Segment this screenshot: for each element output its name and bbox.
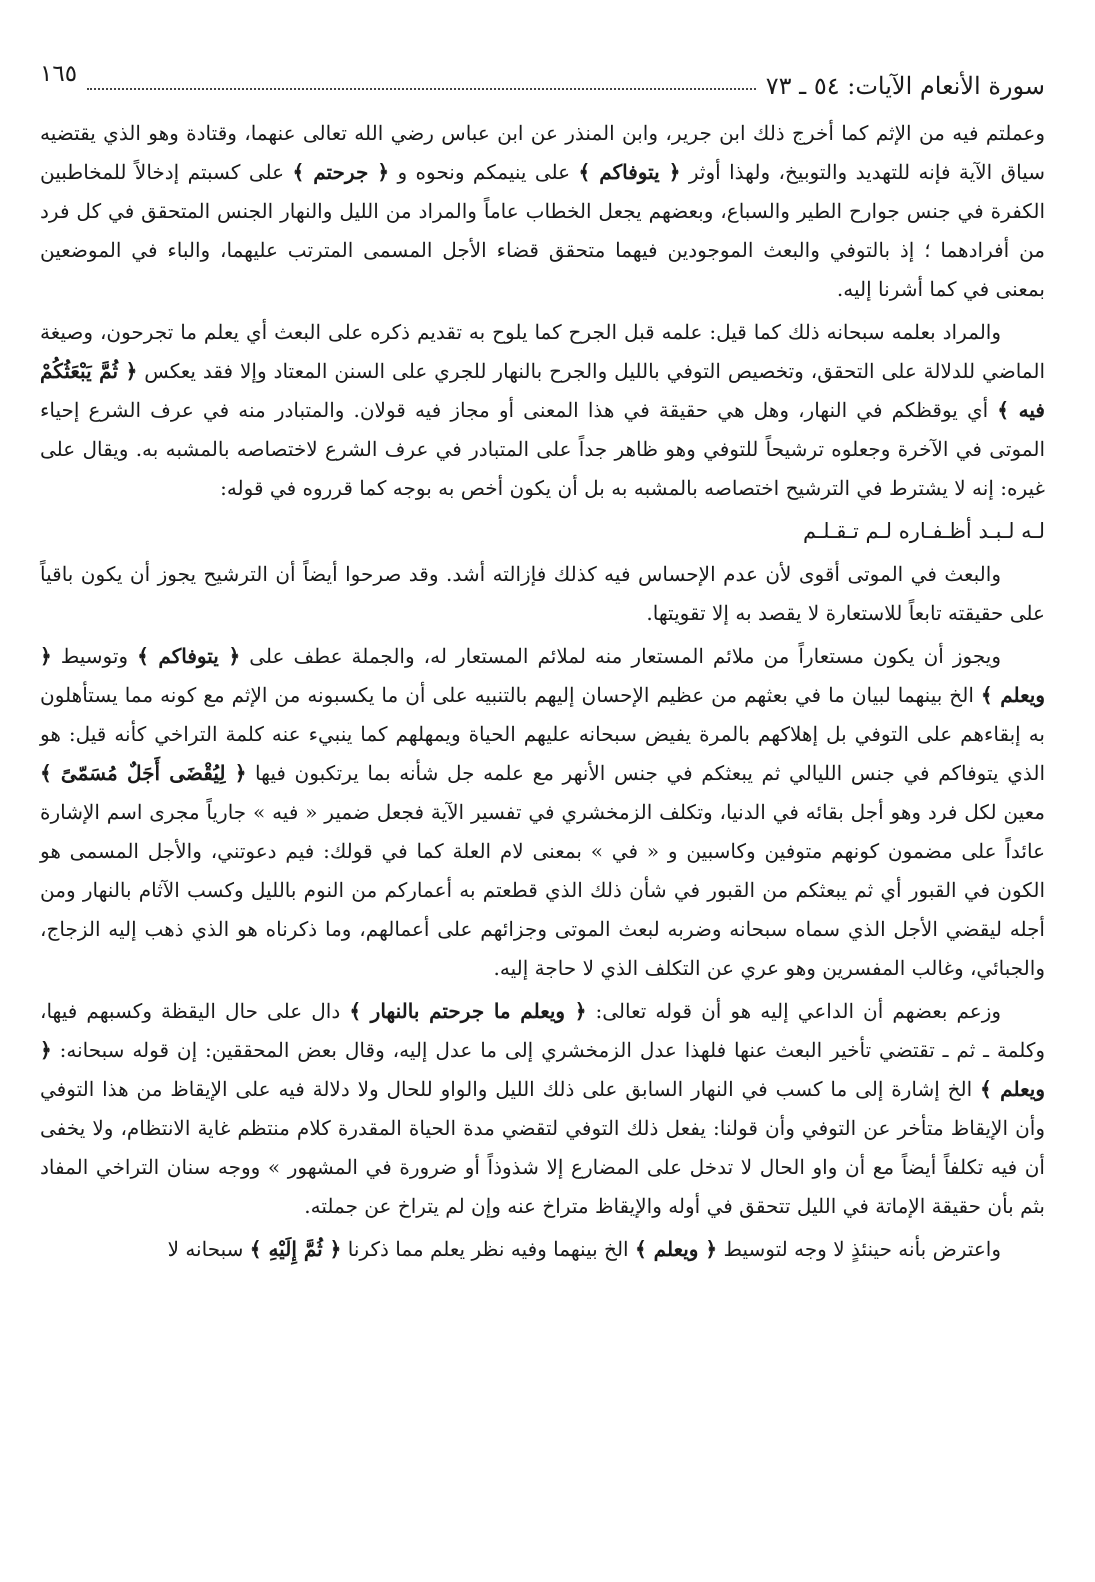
text-run: وزعم بعضهم أن الداعي إليه هو أن قوله تعالى: (586, 999, 1002, 1023)
text-run: سبحانه لا (167, 1237, 250, 1261)
text-run: واعترض بأنه حينئذٍ لا وجه لتوسيط (717, 1237, 1001, 1261)
paragraph (40, 114, 1045, 309)
book-page (40, 56, 1045, 1273)
text-run: دال على حال اليقظة وكسبهم فيها، وكلمة ـ ثم ـ تقتضي تأخير البعث عنها فلهذا عدل الزمخشري إلى ما عدل إليه، وقال بعض المحققين: إن قوله سبحانه: (40, 999, 1045, 1062)
paragraph (40, 313, 1045, 508)
quran-quote: ﴿ ويعلم ﴾ (40, 1038, 1045, 1101)
page-body-text (40, 114, 1045, 1269)
text-run: على كسبتم إدخالاً للمخاطبين الكفرة في جنس جوارح الطير والسباع، وبعضهم يجعل الخطاب عاماً والمراد من الليل والنهار الجنس المتحقق في كل فرد من أفرادهما ؛ إذ بالتوفي والبعث الموجودين فيهما متحقق قضاء الأجل المسمى المترتب عليهما، والباء في الموضعين بمعنى في كما أشرنا إليه. (40, 160, 1046, 301)
text-run: الخ بينهما وفيه نظر يعلم مما ذكرنا (341, 1237, 635, 1261)
poetry-verse (40, 512, 1045, 551)
quran-quote: ﴿ لِيُقْضَى أَجَلٌ مُسَمّىً ﴾ (40, 761, 247, 785)
text-run: معين لكل فرد وهو أجل بقائه في الدنيا، وتكلف الزمخشري في تفسير الآية فجعل ضمير « فيه » جارياً مجرى اسم الإشارة عائداً على مضمون كونهم متوفين وكاسبين و « في » بمعنى لام العلة كما في قولك: فيم دعوتني، والأجل المسمى هو الكون في القبور أي ثم يبعثكم من القبور في شأن ذلك الذي قطعتم به أعماركم من النوم بالليل وكسب الآثام بالنهار ومن أجله ليقضي الأجل الذي سماه سبحانه وضربه لبعث الموتى وجزائهم على أعمالهم، وما ذكرناه هو الذي ذهب إليه الزجاج، والجبائي، وغالب المفسرين وهو عري عن التكلف الذي لا حاجة إليه. (40, 800, 1045, 980)
running-header (40, 56, 1045, 100)
dotted-leader (87, 87, 756, 90)
text-run: الخ بينهما لبيان ما في بعثهم من عظيم الإحسان إليهم بالتنبيه على أن ما يكسبونه من الإثم مع كونه مما يستأهلون به إبقاءهم على التوفي بل إهلاكهم بالمرة يفيض سبحانه عليهم الحياة ويمهلهم كما ينبيء عنه كلمة التراخي كأنه قيل: هو الذي يتوفاكم في جنس الليالي ثم يبعثكم في جنس الأنهر مع علمه جل شأنه بما يرتكبون فيها (40, 683, 1045, 785)
text-run: أي يوقظكم في النهار، وهل هي حقيقة في هذا المعنى أو مجاز فيه قولان. والمتبادر منه في عرف الشرع إحياء الموتى في الآخرة وجعلوه ترشيحاً للتوفي وهو ظاهر جداً على المتبادر في عرف الشرع لاختصاصه بالمشبه به. ويقال على غيره: إنه لا يشترط في الترشيح اختصاصه بالمشبه به بل أن يكون أخص به بوجه كما قرروه في قوله: (40, 398, 1046, 500)
quran-quote: ﴿ ويعلم ﴾ (634, 1237, 718, 1261)
page-number: ١٦٥ (40, 61, 78, 87)
quran-quote: ﴿ ويعلم ما جرحتم بالنهار ﴾ (349, 999, 587, 1023)
surah-title: سورة الأنعام الآيات: ٥٤ ـ ٧٣ (765, 72, 1045, 100)
text-run: ويجوز أن يكون مستعاراً من ملائم المستعار منه لملائم المستعار له، والجملة عطف على (240, 644, 1001, 668)
text-run: والمراد بعلمه سبحانه ذلك كما قيل: علمه قبل الجرح كما يلوح به تقديم ذكره على البعث أي يعلم ما تجرحون، وصيغة الماضي للدلالة على التحقق، وتخصيص التوفي بالليل والجرح بالنهار للجري على السنن المعتاد وإلا فقد يعكس (40, 320, 1045, 383)
quran-quote: ﴿ يتوفاكم ﴾ (578, 160, 681, 184)
text-run: على ينيمكم ونحوه و (389, 160, 579, 184)
text-run: لـه لـبـد أظـفـاره لـم تـقـلـم (803, 519, 1045, 543)
text-run: الخ إشارة إلى ما كسب في النهار السابق على ذلك الليل والواو للحال ولا دلالة فيه على الإيقاظ من هذا التوفي وأن الإيقاظ متأخر عن التوفي وأن قولنا: يفعل ذلك التوفي لتقضي مدة الحياة المقدرة كلام منتظم غاية الانتظام، ولا يخفى أن فيه تكلفاً أيضاً مع أن واو الحال لا تدخل على المضارع إلا شذوذاً أو ضرورة في المشهور » ووجه سنان التراخي المفاد بثم بأن حقيقة الإماتة في الليل تتحقق في أوله والإيقاظ متراخ عنه وإن لم يتراخ عن جملته. (40, 1077, 1045, 1218)
quran-quote: ﴿ يتوفاكم ﴾ (137, 644, 241, 668)
text-run: والبعث في الموتى أقوى لأن عدم الإحساس فيه كذلك فإزالته أشد. وقد صرحوا أيضاً أن الترشيح يجوز أن يكون باقياً على حقيقته تابعاً للاستعارة لا يقصد به إلا تقويتها. (40, 562, 1045, 625)
quran-quote: ﴿ جرحتم ﴾ (292, 160, 390, 184)
paragraph (40, 555, 1045, 633)
paragraph (40, 637, 1045, 988)
text-run: وعملتم فيه من الإثم كما أخرج ذلك ابن جرير، وابن المنذر عن ابن عباس رضي الله تعالى عنهما، وقتادة وهو الذي يقتضيه سياق الآية فإنه للتهديد والتوبيخ، ولهذا أوثر (40, 121, 1045, 184)
quran-quote: ﴿ ويعلم ﴾ (40, 644, 1045, 707)
quran-quote: ﴿ ثُمَّ يَبْعَثُكُمْ فيه ﴾ (40, 359, 1045, 422)
quran-quote: ﴿ ثُمَّ إِلَيْهِ ﴾ (249, 1237, 342, 1261)
paragraph (40, 992, 1045, 1226)
text-run: وتوسيط (51, 644, 138, 668)
paragraph (40, 1230, 1045, 1269)
